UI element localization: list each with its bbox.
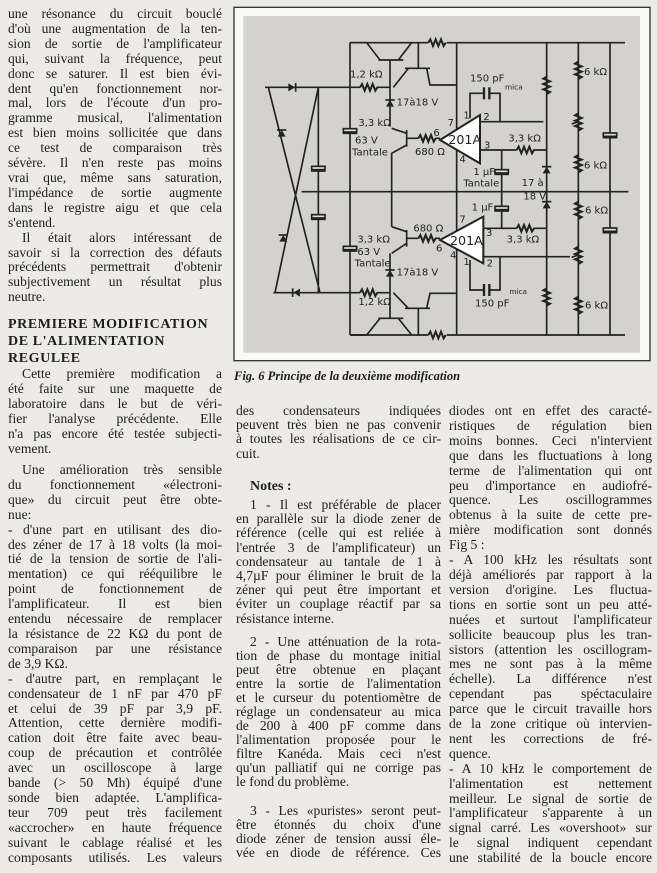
label-pin: 3 xyxy=(486,228,493,239)
text-line: est bien moins sollicitée que dans xyxy=(8,126,222,141)
paragraph xyxy=(449,553,652,762)
text-line: bande (> 50 Mh) équipé d'une xyxy=(8,776,222,791)
text-line: meilleur. Le signal de sortie de xyxy=(449,791,652,806)
label-mica: mica xyxy=(505,82,523,92)
label-pin: 2 xyxy=(486,258,494,270)
label-c-150p: 150 pF xyxy=(475,298,510,310)
text-line: des condensateurs indiquées xyxy=(236,404,441,418)
text-line: diode zéner de tension aussi éle- xyxy=(236,831,441,846)
text-line: mière modification sont donnés xyxy=(449,523,652,538)
label-r-1k2: 1,2 kΩ xyxy=(358,297,391,308)
text-line: s'entend. xyxy=(8,215,56,230)
text-line: qui, suivant la fréquence, peut xyxy=(8,51,222,66)
text-line: neutre. xyxy=(8,290,46,305)
label-r-6k: 6 kΩ xyxy=(584,67,607,78)
text-line: qu'un palliatif qui ne corrige pas xyxy=(236,761,441,775)
label-r-3k3: 3,3 kΩ xyxy=(357,234,390,246)
text-line: quence. Les oscillogrammes xyxy=(449,493,652,508)
label-c-150p: 150 pF xyxy=(470,73,505,85)
heading-line: PREMIERE MODIFICATION xyxy=(8,317,209,332)
label-tantale: Tantale xyxy=(352,147,388,159)
paragraph xyxy=(8,231,222,306)
note-2 xyxy=(236,635,441,789)
text-line: dans le registre aigu et que cela xyxy=(8,200,222,215)
label-r-3k3: 3,3 kΩ xyxy=(358,118,391,129)
text-line: filtre Kanéda. Mais ceci n'est xyxy=(236,747,441,761)
text-line: «accrocher» en haute fréquence xyxy=(8,820,222,835)
text-line: Cette première modification a xyxy=(22,367,222,381)
label-63v: 63 V xyxy=(357,247,381,258)
paragraph xyxy=(8,7,222,231)
label-r-3k3: 3,3 kΩ xyxy=(506,234,540,246)
circuit-diagram xyxy=(230,0,657,390)
text-line: nent les corrections de fré- xyxy=(449,731,652,746)
text-line: sion de sortie de l'amplificateur xyxy=(8,36,222,51)
text-line: - d'une part en utilisant des dio- xyxy=(8,522,222,537)
label-tantale: Tantale xyxy=(354,258,391,270)
text-line: savoir si la correction des défauts xyxy=(8,245,222,260)
text-line: l'amplificateur s'apparente à un xyxy=(449,806,652,821)
heading-line: REGULEE xyxy=(8,351,81,366)
heading-line: DE L'ALIMENTATION xyxy=(8,334,166,349)
middle-column-a xyxy=(236,404,441,461)
label-r-6k: 6 kΩ xyxy=(585,300,608,312)
text-line: de la zone critique où intervien- xyxy=(449,717,652,732)
paragraph xyxy=(8,367,222,456)
label-pin: 3 xyxy=(484,140,491,152)
text-line: être étonnés du choix d'une xyxy=(236,817,441,832)
text-line: précédents permettrait d'obtenir xyxy=(8,260,222,275)
text-line: quence. xyxy=(449,746,491,761)
text-line: - d'autre part, en remplaçant le xyxy=(8,671,222,686)
paragraph xyxy=(8,523,222,672)
text-line: des zéner de 17 à 18 volts (la moi- xyxy=(8,537,222,552)
text-line: nuées et surtout l'amplificateur xyxy=(449,612,652,627)
text-line: vrai que, même sans saturation, xyxy=(8,170,222,185)
text-line: sollicite beaucoup plus les tran- xyxy=(449,627,652,642)
label-r-3k3: 3,3 kΩ xyxy=(508,133,541,145)
text-line: du fonctionnement «électroni- xyxy=(8,477,222,492)
label-pin: 1 xyxy=(463,110,470,122)
figure-caption: Fig. 6 Principe de la deuxième modification xyxy=(234,369,461,383)
text-line: déjà améliorés par rapport à la xyxy=(449,567,652,582)
text-line: 4,7µF pour éliminer le bruit de la xyxy=(236,569,441,584)
text-line: l'amplificateur. Il est bien xyxy=(8,597,222,612)
text-line: été faite sur une maquette de xyxy=(8,381,222,396)
text-line: teur 709 peut très facilement xyxy=(8,805,222,820)
text-line: peuvent très bien ne pas convenir xyxy=(236,418,441,433)
text-line: d'où une augmentation de la ten- xyxy=(8,21,222,36)
left-column-top xyxy=(8,7,222,305)
text-line: condensateur au tantale de 1 à xyxy=(236,554,441,569)
label-63v: 63 V xyxy=(355,135,378,147)
text-line: tion de phase du montage initial xyxy=(236,649,441,663)
text-line: une stabilité de la boucle encore xyxy=(449,851,652,866)
label-pin: 1 xyxy=(463,257,470,268)
left-column-bottom xyxy=(8,463,222,865)
text-line: avec un oscilloscope à large xyxy=(8,761,222,776)
text-line: zéner qui peut être important et xyxy=(236,583,441,598)
text-line: diodes ont en effet des caracté- xyxy=(449,404,652,418)
label-opamp: 201A xyxy=(450,233,483,248)
note-3 xyxy=(236,804,441,860)
label-pin: 6 xyxy=(433,128,440,139)
text-line: le signal indiquent cependant xyxy=(449,836,652,851)
label-opamp: 201A xyxy=(448,132,482,147)
text-line: en parallèle sur la diode zener de xyxy=(236,512,441,527)
label-c-1u: 1 µF xyxy=(471,202,494,214)
paragraph xyxy=(236,498,441,626)
text-line: suivant le cablage réalisé et les xyxy=(8,835,222,850)
text-line: vée en diode de référence. Ces xyxy=(236,845,441,860)
text-line: terme de l'alimentation qui ont xyxy=(449,463,652,478)
paragraph xyxy=(236,635,441,789)
text-line: ristiques de régulation bien xyxy=(449,418,652,433)
label-c-1u: 1 µF xyxy=(473,167,495,178)
paragraph xyxy=(449,404,652,553)
text-line: Fig 5 : xyxy=(449,538,485,553)
text-line: une résonance du circuit bouclé xyxy=(8,7,222,21)
text-line: réglage un condensateur au mica xyxy=(236,705,441,719)
paragraph xyxy=(236,404,441,461)
label-zener-18v: 18 V xyxy=(523,191,547,203)
left-column-mid xyxy=(8,367,222,456)
text-line: tié de la tension de sortie de l'ali- xyxy=(8,552,222,567)
text-line: parce que le circuit travaille hors xyxy=(449,702,652,717)
text-line: - A 100 kHz les résultats sont xyxy=(449,553,652,568)
text-line: l'alimentation proposée pour le xyxy=(236,733,441,747)
text-line: de 200 à 400 pF comme dans xyxy=(236,719,441,733)
text-line: subjectivement un résultat plus xyxy=(8,275,222,290)
text-line: que dans les fluctuations à long xyxy=(449,448,652,463)
text-line: l'entrée 3 de l'amplificateur) un xyxy=(236,540,441,555)
text-line: Il était alors intéressant de xyxy=(22,230,222,245)
text-line: peu d'importance en audiofré- xyxy=(449,478,652,493)
text-line: 3 - Les «puristes» seront peut- xyxy=(250,804,441,818)
text-line: sistors (attention les oscillogram- xyxy=(449,642,652,657)
text-line: échelle). La différence n'est xyxy=(449,672,652,687)
text-line: cation doit être faite avec beau- xyxy=(8,731,222,746)
label-r-1k2: 1,2 kΩ xyxy=(350,69,383,81)
text-line: moins bonnes. Ceci n'intervient xyxy=(449,433,652,448)
label-zener: 17à18 V xyxy=(396,97,439,109)
text-line: et le curseur du potentiomètre de xyxy=(236,691,441,705)
text-line: entre la sortie de l'alimentation xyxy=(236,677,441,691)
text-line: peut être obtenue en plaçant xyxy=(236,663,441,677)
text-line: condensateur de 1 nF par 470 pF xyxy=(8,686,222,701)
text-line: signal carré. Les «overshoot» sur xyxy=(449,821,652,836)
section-heading xyxy=(8,316,222,367)
paragraph xyxy=(449,762,652,866)
text-line: point de fonctionnement de xyxy=(8,582,222,597)
text-line: gramme musical, l'alimentation xyxy=(8,111,222,126)
paragraph xyxy=(8,672,222,866)
text-line: cuit. xyxy=(236,446,260,461)
text-line: nue: xyxy=(8,507,32,522)
paragraph xyxy=(236,804,441,860)
text-line: vement. xyxy=(8,441,52,456)
text-line: mentation) ce qui rééquilibre le xyxy=(8,567,222,582)
text-line: n'a pas encore été testée subjecti- xyxy=(8,426,222,441)
note-1 xyxy=(236,498,441,626)
label-zener-17a: 17 à xyxy=(521,178,544,189)
text-line: comparaison par une résistance xyxy=(8,641,222,656)
label-pin: 7 xyxy=(447,118,455,129)
label-pin: 6 xyxy=(436,243,443,255)
notes-heading: Notes : xyxy=(250,479,292,494)
label-r-6k: 6 kΩ xyxy=(585,205,608,217)
paragraph xyxy=(8,463,222,523)
text-line: - A 10 kHz le comportement de xyxy=(449,761,652,776)
text-line: obtenus à la suite de cette pre- xyxy=(449,508,652,523)
label-pin: 7 xyxy=(459,214,466,226)
label-pin: 4 xyxy=(459,154,466,166)
text-line: et celui de 39 pF par 3,9 pF. xyxy=(8,701,222,716)
text-line: coup de précaution et contrôlée xyxy=(8,746,222,761)
text-line: éviter un couplage réactif par sa xyxy=(236,597,441,612)
text-line: mal, lors de l'écoute d'un pro- xyxy=(8,96,222,111)
label-tantale: Tantale xyxy=(463,178,500,190)
label-pin: 4 xyxy=(450,250,457,262)
text-line: que» du circuit peut être obte- xyxy=(8,492,222,507)
text-line: référence (celle qui est reliée à xyxy=(236,526,441,541)
label-r-680: 680 Ω xyxy=(413,223,444,235)
text-line: ce test de comparaison très xyxy=(8,141,222,156)
text-line: fier l'analyse précédente. Elle xyxy=(8,411,222,426)
text-line: Une amélioration très sensible xyxy=(22,463,222,477)
text-line: mes ne sont pas à la même xyxy=(449,657,652,672)
text-line: cependant pas spéctaculaire xyxy=(449,687,652,702)
label-mica: mica xyxy=(509,287,528,296)
text-line: entendu nécessaire de remplacer xyxy=(8,612,222,627)
text-line: Attention, cette dernière modifi- xyxy=(8,716,222,731)
text-line: tions en sortie sont un peu atté- xyxy=(449,597,652,612)
text-line: sonde bien adaptée. L'amplifica- xyxy=(8,790,222,805)
text-line: dent qu'en fonctionnement nor- xyxy=(8,81,222,96)
schematic-figure xyxy=(230,0,657,390)
text-line: à toutes les réalisations de ce cir- xyxy=(236,432,441,447)
text-line: sévère. Il n'en reste pas moins xyxy=(8,156,222,171)
text-line: l'impédance de sortie augmente xyxy=(8,185,222,200)
text-line: 2 - Une atténuation de la rota- xyxy=(250,635,441,649)
text-line: donc se saturer. Il est bien évi- xyxy=(8,66,222,81)
text-line: le fond du problème. xyxy=(236,775,350,789)
label-r-6k: 6 kΩ xyxy=(584,160,607,172)
label-zener: 17à18 V xyxy=(396,267,439,279)
label-pin: 2 xyxy=(483,112,490,123)
text-line: 1 - Il est préférable de placer xyxy=(250,498,441,512)
text-line: la résistance de 22 KΩ du pont de xyxy=(8,626,222,641)
label-r-680: 680 Ω xyxy=(415,147,445,158)
text-line: de 3,9 KΩ. xyxy=(8,656,68,671)
text-line: l'alimentation est nettement xyxy=(449,776,652,791)
text-line: version d'origine. Les fluctua- xyxy=(449,582,652,597)
text-line: composants utilisés. Les valeurs xyxy=(8,850,222,865)
right-column xyxy=(449,404,652,866)
text-line: laboratoire dans le but de véri- xyxy=(8,396,222,411)
text-line: résistance interne. xyxy=(236,611,335,626)
